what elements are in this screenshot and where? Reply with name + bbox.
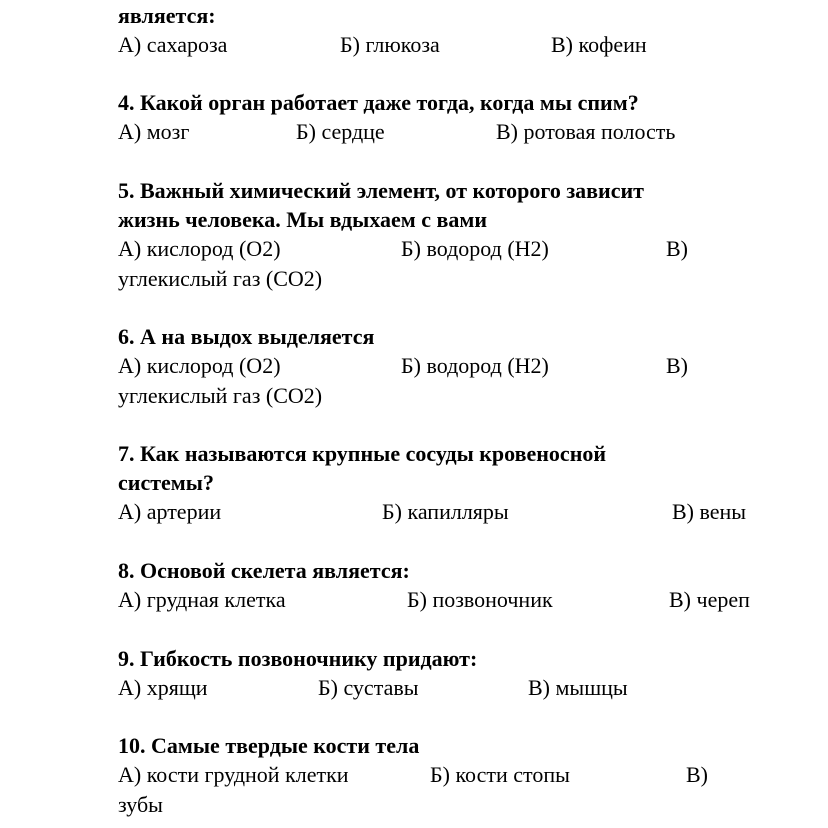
question-9-text: 9. Гибкость позвоночнику придают:	[118, 646, 478, 671]
question-9-option-c: В) мышцы	[528, 675, 628, 700]
question-6-text: 6. А на выдох выделяется	[118, 324, 375, 349]
question-10-option-a: А) кости грудной клетки	[118, 762, 349, 787]
question-7-option-a: А) артерии	[118, 499, 222, 524]
question-5-text-line-1: 5. Важный химический элемент, от которого зависит	[118, 178, 644, 203]
question-3-option-a: А) сахароза	[118, 32, 228, 57]
question-5-option-c-continued: углекислый газ (СО2)	[118, 266, 323, 291]
question-9-option-b: Б) суставы	[318, 675, 419, 700]
question-8-option-b: Б) позвоночник	[407, 587, 553, 612]
question-4-option-c: В) ротовая полость	[496, 119, 676, 144]
question-8-option-a: А) грудная клетка	[118, 587, 286, 612]
question-10-option-b: Б) кости стопы	[430, 762, 570, 787]
question-10-option-c-continued: зубы	[118, 792, 163, 817]
question-4-option-b: Б) сердце	[296, 119, 385, 144]
question-7-text-line-1: 7. Как называются крупные сосуды кровеносной	[118, 441, 607, 466]
question-3-option-c: В) кофеин	[551, 32, 647, 57]
question-8-text: 8. Основой скелета является:	[118, 558, 410, 583]
question-7-option-b: Б) капилляры	[382, 499, 509, 524]
question-5-text-line-2: жизнь человека. Мы вдыхаем с вами	[118, 207, 488, 232]
question-6-option-a: А) кислород (О2)	[118, 353, 281, 378]
question-10-text: 10. Самые твердые кости тела	[118, 733, 420, 758]
question-7-text-line-2: системы?	[118, 470, 214, 495]
question-4-option-a: А) мозг	[118, 119, 190, 144]
question-10-option-c: В)	[686, 762, 708, 787]
question-6-option-c: В)	[666, 353, 688, 378]
question-5-option-b: Б) водород (Н2)	[401, 236, 549, 261]
question-5-option-c: В)	[666, 236, 688, 261]
question-3-text: является:	[118, 3, 216, 28]
question-5-option-a: А) кислород (О2)	[118, 236, 281, 261]
question-6-option-c-continued: углекислый газ (СО2)	[118, 383, 323, 408]
question-9-option-a: А) хрящи	[118, 675, 208, 700]
question-3-option-b: Б) глюкоза	[340, 32, 440, 57]
question-8-option-c: В) череп	[669, 587, 750, 612]
question-7-option-c: В) вены	[672, 499, 747, 524]
question-6-option-b: Б) водород (Н2)	[401, 353, 549, 378]
question-4-text: 4. Какой орган работает даже тогда, когда мы спим?	[118, 90, 639, 115]
